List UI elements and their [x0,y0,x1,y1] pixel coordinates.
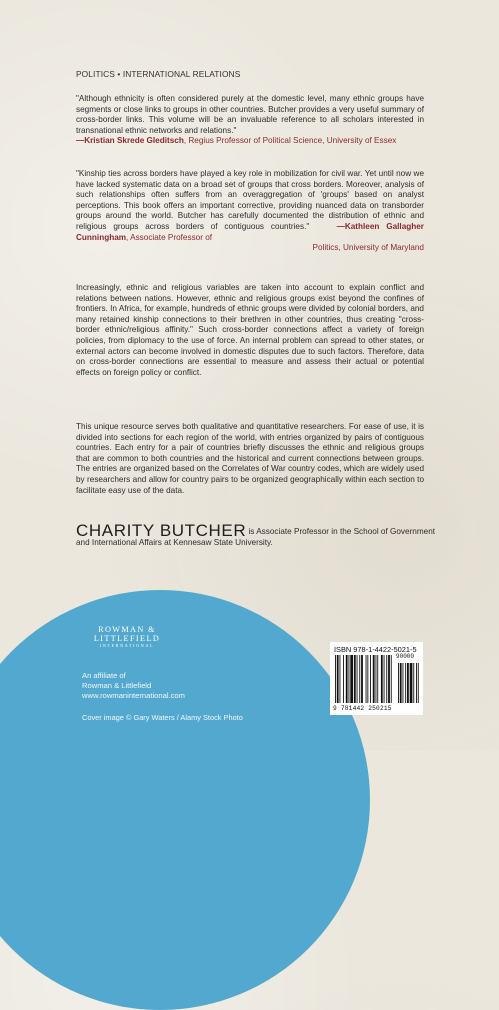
publisher-logo-line3: INTERNATIONAL [99,643,155,648]
category-label: POLITICS • INTERNATIONAL RELATIONS [76,69,241,79]
isbn-barcode [330,642,423,715]
cover-image-credit: Cover image © Gary Waters / Alamy Stock Photo [82,713,243,722]
quote-1-dash: — [76,136,85,146]
quote-2-text: "Kinship ties across borders have played a key role in mobilization for civil war. Yet until now we have lacked systematic data on a broad set of groups that cross borders. Moreover, analysis of such relationships often suffers from an overaggregation of 'groups' based on analyst perceptions. This book offers an important corrective, providing nuanced data on transborder groups around the world. Butcher has carefully documented the distribution of ethnic and religious groups across borders of contiguous countries." [76,169,424,231]
publisher-affiliate [82,671,185,701]
price-code: 90000 [396,653,415,660]
blue-circle-decoration [0,590,370,1010]
quote-2-author: Kathleen Gallagher Cunningham [76,221,424,242]
affiliate-line1: An affiliate of [82,671,126,680]
quote-2-affiliation: , Associate Professor of [126,232,213,242]
endorsement-quote-2 [76,169,424,254]
author-name: CHARITY BUTCHER [76,521,247,540]
description-paragraph-1: Increasingly, ethnic and religious variables are taken into account to explain conflict and relations between nations. However, ethnic and religious groups exist beyond the confines of frontiers. In Africa, for example, hundreds of ethnic groups were divided by colonial borders, and many retained kinship connections to their brethren in other countries, thus creating "cross-border ethnic/religious affinity." Such cross-border connections affect a variety of foreign policies, from diplomacy to the use of force. An internal problem can spread to other states, or external actors can become involved in domestic disputes due to such factors. Therefore, data on cross-border connections are essential to measure and assess their actual or potential effects on foreign policy or conflict. [76,283,424,377]
quote-1-text: "Although ethnicity is often considered purely at the domestic level, many ethnic groups have segments or close links to groups in other countries. Butcher provides a very useful summary of cross-border links. This volume will be an invaluable reference to all scholars interested in transnational ethnic networks and relations." [76,94,424,135]
quote-1-author: Kristian Skrede Gleditsch [84,136,184,146]
author-bio [76,521,436,548]
publisher-logo-line2: LITTLEFIELD [93,634,161,643]
ean-digits: 9 781442 250215 [333,705,392,712]
quote-2-dash: — [336,221,345,231]
publisher-logo-line1: ROWMAN & [98,625,156,634]
barcode-bars-icon [333,655,420,705]
publisher-website: www.rowmaninternational.com [82,691,185,700]
quote-1-affiliation: , Regius Professor of Political Science, University of Essex [183,136,397,146]
publisher-logo [82,625,172,649]
description-paragraph-2: This unique resource serves both qualitative and quantitative researchers. For ease of use, it is divided into sections for each region of the world, with entries organized by pairs of contiguous countries. Each entry for a pair of countries briefly discusses the ethnic and religious groups that are common to both countries and the historical and current connections between groups. The entries are organized based on the Correlates of War country codes, which are widely used by researchers and allow for country pairs to be organized geographically within each section to facilitate easy use of the data. [76,422,424,495]
isbn-number: ISBN 978-1-4422-5021-5 [334,645,417,654]
quote-2-affiliation-line2: Politics, University of Maryland [312,243,424,253]
endorsement-quote-1 [76,94,424,147]
affiliate-line2: Rowman & Littlefield [82,681,152,690]
author-bio-text: is Associate Professor in the School of Government and International Affairs at Kennesaw State University. [76,527,436,547]
